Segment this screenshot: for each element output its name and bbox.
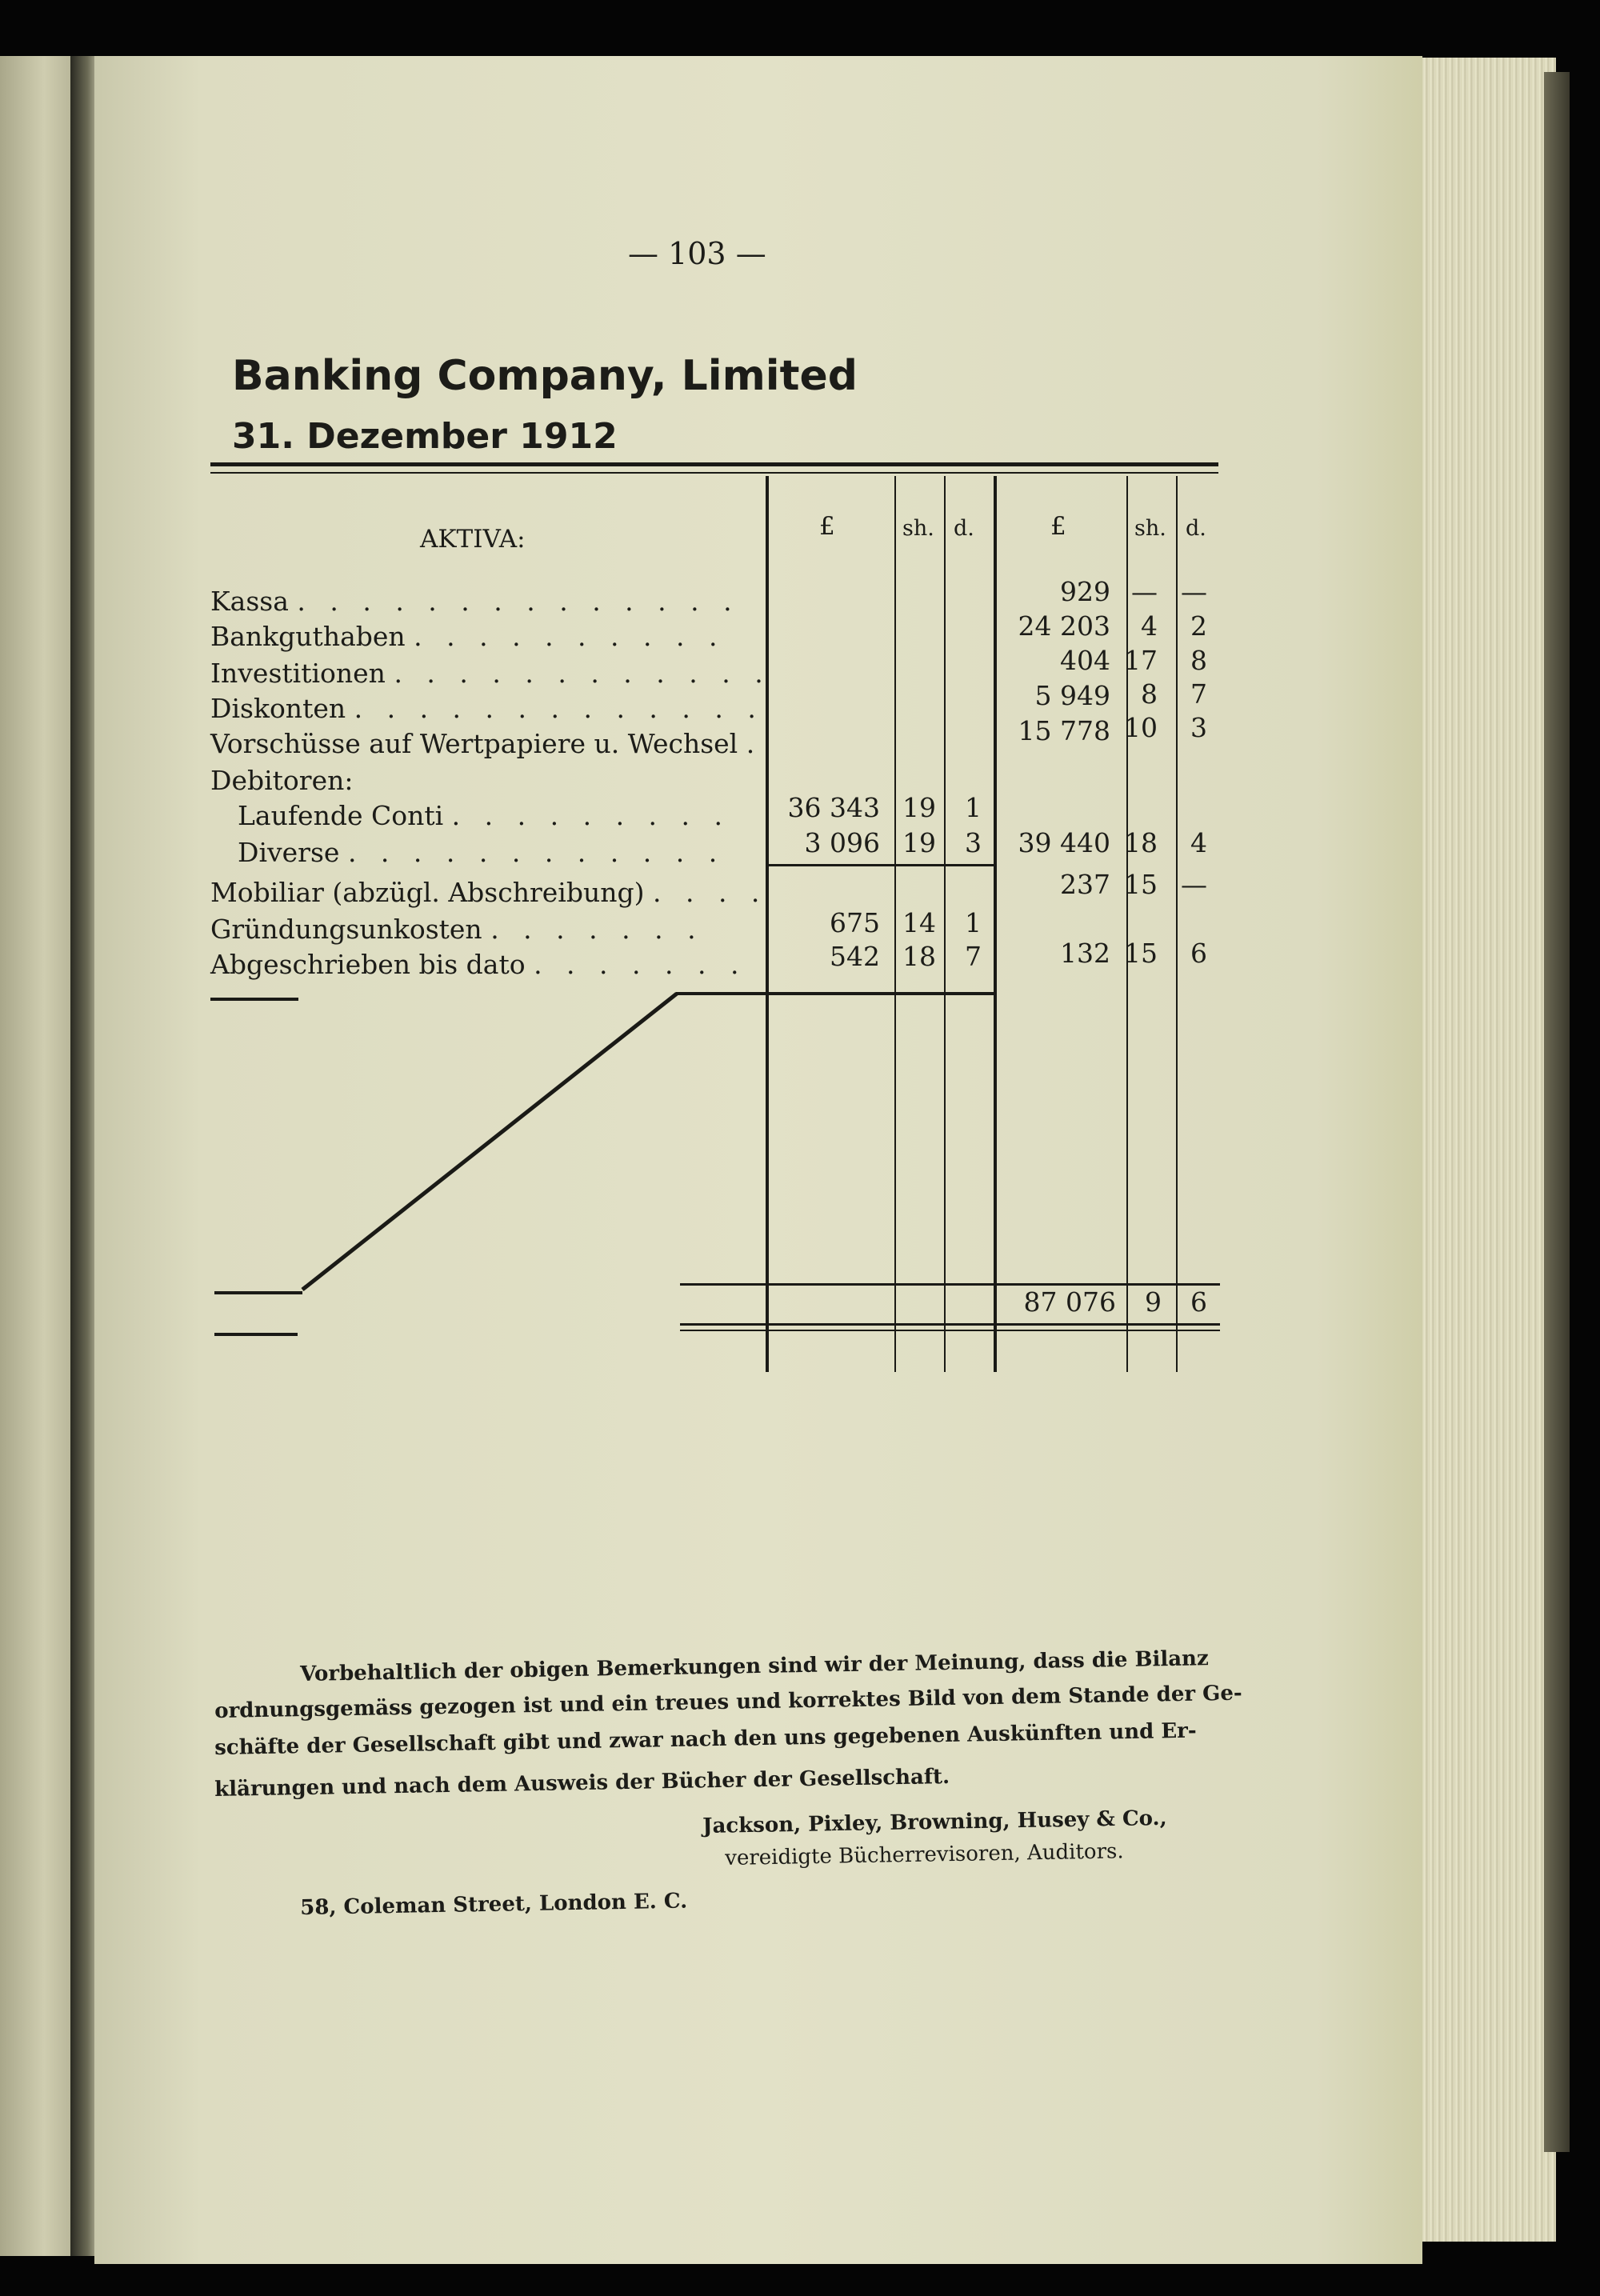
inner-d-header: d.: [954, 516, 974, 541]
row-bankguthaben-pence: 2: [1190, 610, 1207, 642]
total-rule-bottom-2: [680, 1330, 1220, 1331]
certificate-line-2: ordnungsgemäss gezogen ist und ein treues und korrektes Bild von dem Stande der Ge-: [214, 1681, 1242, 1723]
row-diskonten-pounds: 5 949: [1034, 680, 1110, 711]
total-pence: 6: [1190, 1286, 1207, 1318]
debitoren-subtotal-rule: [768, 864, 994, 866]
row-diskonten-pence: 7: [1190, 678, 1207, 710]
row-kassa-pence: —: [1181, 576, 1207, 607]
row-laufende-conti-pence: 1: [965, 792, 982, 823]
row-diverse-shillings: 19: [902, 827, 936, 858]
row-abgeschrieben-pence: 7: [965, 941, 982, 972]
auditor-title: vereidigte Bücherrevisoren, Auditors.: [725, 1839, 1124, 1870]
row-vorschuesse-pounds: 15 778: [1018, 715, 1110, 746]
inner-sh-header: sh.: [902, 516, 934, 541]
inner-end-rule: [676, 992, 996, 995]
row-mobiliar-shillings: 15: [1124, 869, 1158, 900]
book-cover-edge: [1544, 72, 1570, 2152]
total-pounds: 87 076: [1023, 1286, 1116, 1318]
certificate-line-3: schäfte der Gesellschaft gibt und zwar nach den uns gegebenen Auskünften und Er-: [214, 1718, 1197, 1760]
section-heading: AKTIVA:: [420, 525, 526, 554]
row-investitionen-pounds: 404: [1060, 645, 1110, 676]
column-rule-outer-d: [1176, 476, 1178, 1372]
row-debitoren-total-pounds: 39 440: [1018, 827, 1110, 858]
row-vorschuesse-pence: 3: [1190, 712, 1207, 743]
outer-pound-header: £: [1050, 512, 1066, 541]
column-rule-outer-sh: [1126, 476, 1128, 1372]
certificate-line-4: klärungen und nach dem Ausweis der Bücher der Gesellschaft.: [214, 1764, 950, 1802]
row-kassa-shillings: —: [1131, 576, 1158, 607]
row-investitionen-shillings: 17: [1124, 645, 1158, 676]
row-gruendungsunkosten-pence: 1: [965, 907, 982, 938]
row-gruendung-net-pounds: 132: [1060, 938, 1110, 969]
row-debitoren-total-pence: 4: [1190, 827, 1207, 858]
lower-left-rule-2: [214, 1333, 298, 1336]
header-rule-thin: [210, 472, 1218, 474]
outer-sh-header: sh.: [1134, 516, 1166, 541]
inner-pound-header: £: [819, 512, 835, 541]
row-kassa-pounds: 929: [1060, 576, 1110, 607]
row-label-laufende-conti: Laufende Conti . . . . . . . . .: [238, 800, 730, 831]
row-label-kassa: Kassa . . . . . . . . . . . . . .: [210, 586, 740, 617]
row-debitoren-total-shillings: 18: [1124, 827, 1158, 858]
row-bankguthaben-pounds: 24 203: [1018, 610, 1110, 642]
column-rule-inner-d: [944, 476, 946, 1372]
row-mobiliar-pounds: 237: [1060, 869, 1110, 900]
row-bankguthaben-shillings: 4: [1141, 610, 1158, 642]
row-label-bankguthaben: Bankguthaben . . . . . . . . . .: [210, 621, 726, 652]
report-date: 31. Dezember 1912: [232, 416, 618, 457]
row-laufende-conti-shillings: 19: [902, 792, 936, 823]
row-diverse-pence: 3: [965, 827, 982, 858]
report-title: Banking Company, Limited: [232, 352, 858, 400]
row-label-gruendungsunkosten: Gründungsunkosten . . . . . . .: [210, 914, 704, 945]
row-label-diskonten: Diskonten . . . . . . . . . . . . .: [210, 693, 764, 724]
row-label-diverse: Diverse . . . . . . . . . . . .: [238, 837, 726, 868]
row-label-mobiliar: Mobiliar (abzügl. Abschreibung) . . . .: [210, 877, 768, 908]
page-number: — 103 —: [628, 236, 766, 271]
total-shillings: 9: [1145, 1286, 1162, 1318]
row-gruendung-net-shillings: 15: [1124, 938, 1158, 969]
column-rule-inner-left: [766, 476, 769, 1372]
header-rule-thick: [210, 462, 1218, 466]
certificate-line-1: Vorbehaltlich der obigen Bemerkungen sind wir der Meinung, dass die Bilanz: [300, 1646, 1209, 1686]
total-rule-top: [680, 1283, 1220, 1286]
row-mobiliar-pence: —: [1181, 869, 1207, 900]
row-gruendungsunkosten-pounds: 675: [830, 907, 880, 938]
page-block-edges: [1416, 58, 1556, 2242]
auditor-address: 58, Coleman Street, London E. C.: [300, 1889, 688, 1920]
row-abgeschrieben-shillings: 18: [902, 941, 936, 972]
row-label-abgeschrieben: Abgeschrieben bis dato . . . . . . .: [210, 949, 747, 980]
row-gruendung-net-pence: 6: [1190, 938, 1207, 969]
row-diverse-pounds: 3 096: [804, 827, 880, 858]
column-rule-inner-sh: [894, 476, 896, 1372]
total-rule-bottom-1: [680, 1323, 1220, 1326]
left-page-edge: [0, 56, 74, 2256]
row-laufende-conti-pounds: 36 343: [787, 792, 880, 823]
diagonal-cancel-line: [296, 990, 680, 1294]
row-label-investitionen: Investitionen . . . . . . . . . . . .: [210, 658, 771, 689]
left-short-rule: [210, 998, 298, 1001]
row-label-debitoren: Debitoren:: [210, 765, 354, 796]
lower-left-rule-1: [214, 1291, 302, 1294]
row-label-vorschuesse: Vorschüsse auf Wertpapiere u. Wechsel .: [210, 728, 763, 759]
row-gruendungsunkosten-shillings: 14: [902, 907, 936, 938]
column-rule-outer-left: [994, 476, 997, 1372]
row-abgeschrieben-pounds: 542: [830, 941, 880, 972]
row-investitionen-pence: 8: [1190, 645, 1207, 676]
outer-d-header: d.: [1186, 516, 1206, 541]
auditor-signature: Jackson, Pixley, Browning, Husey & Co.,: [702, 1806, 1167, 1838]
row-vorschuesse-shillings: 10: [1124, 712, 1158, 743]
row-diskonten-shillings: 8: [1141, 678, 1158, 710]
